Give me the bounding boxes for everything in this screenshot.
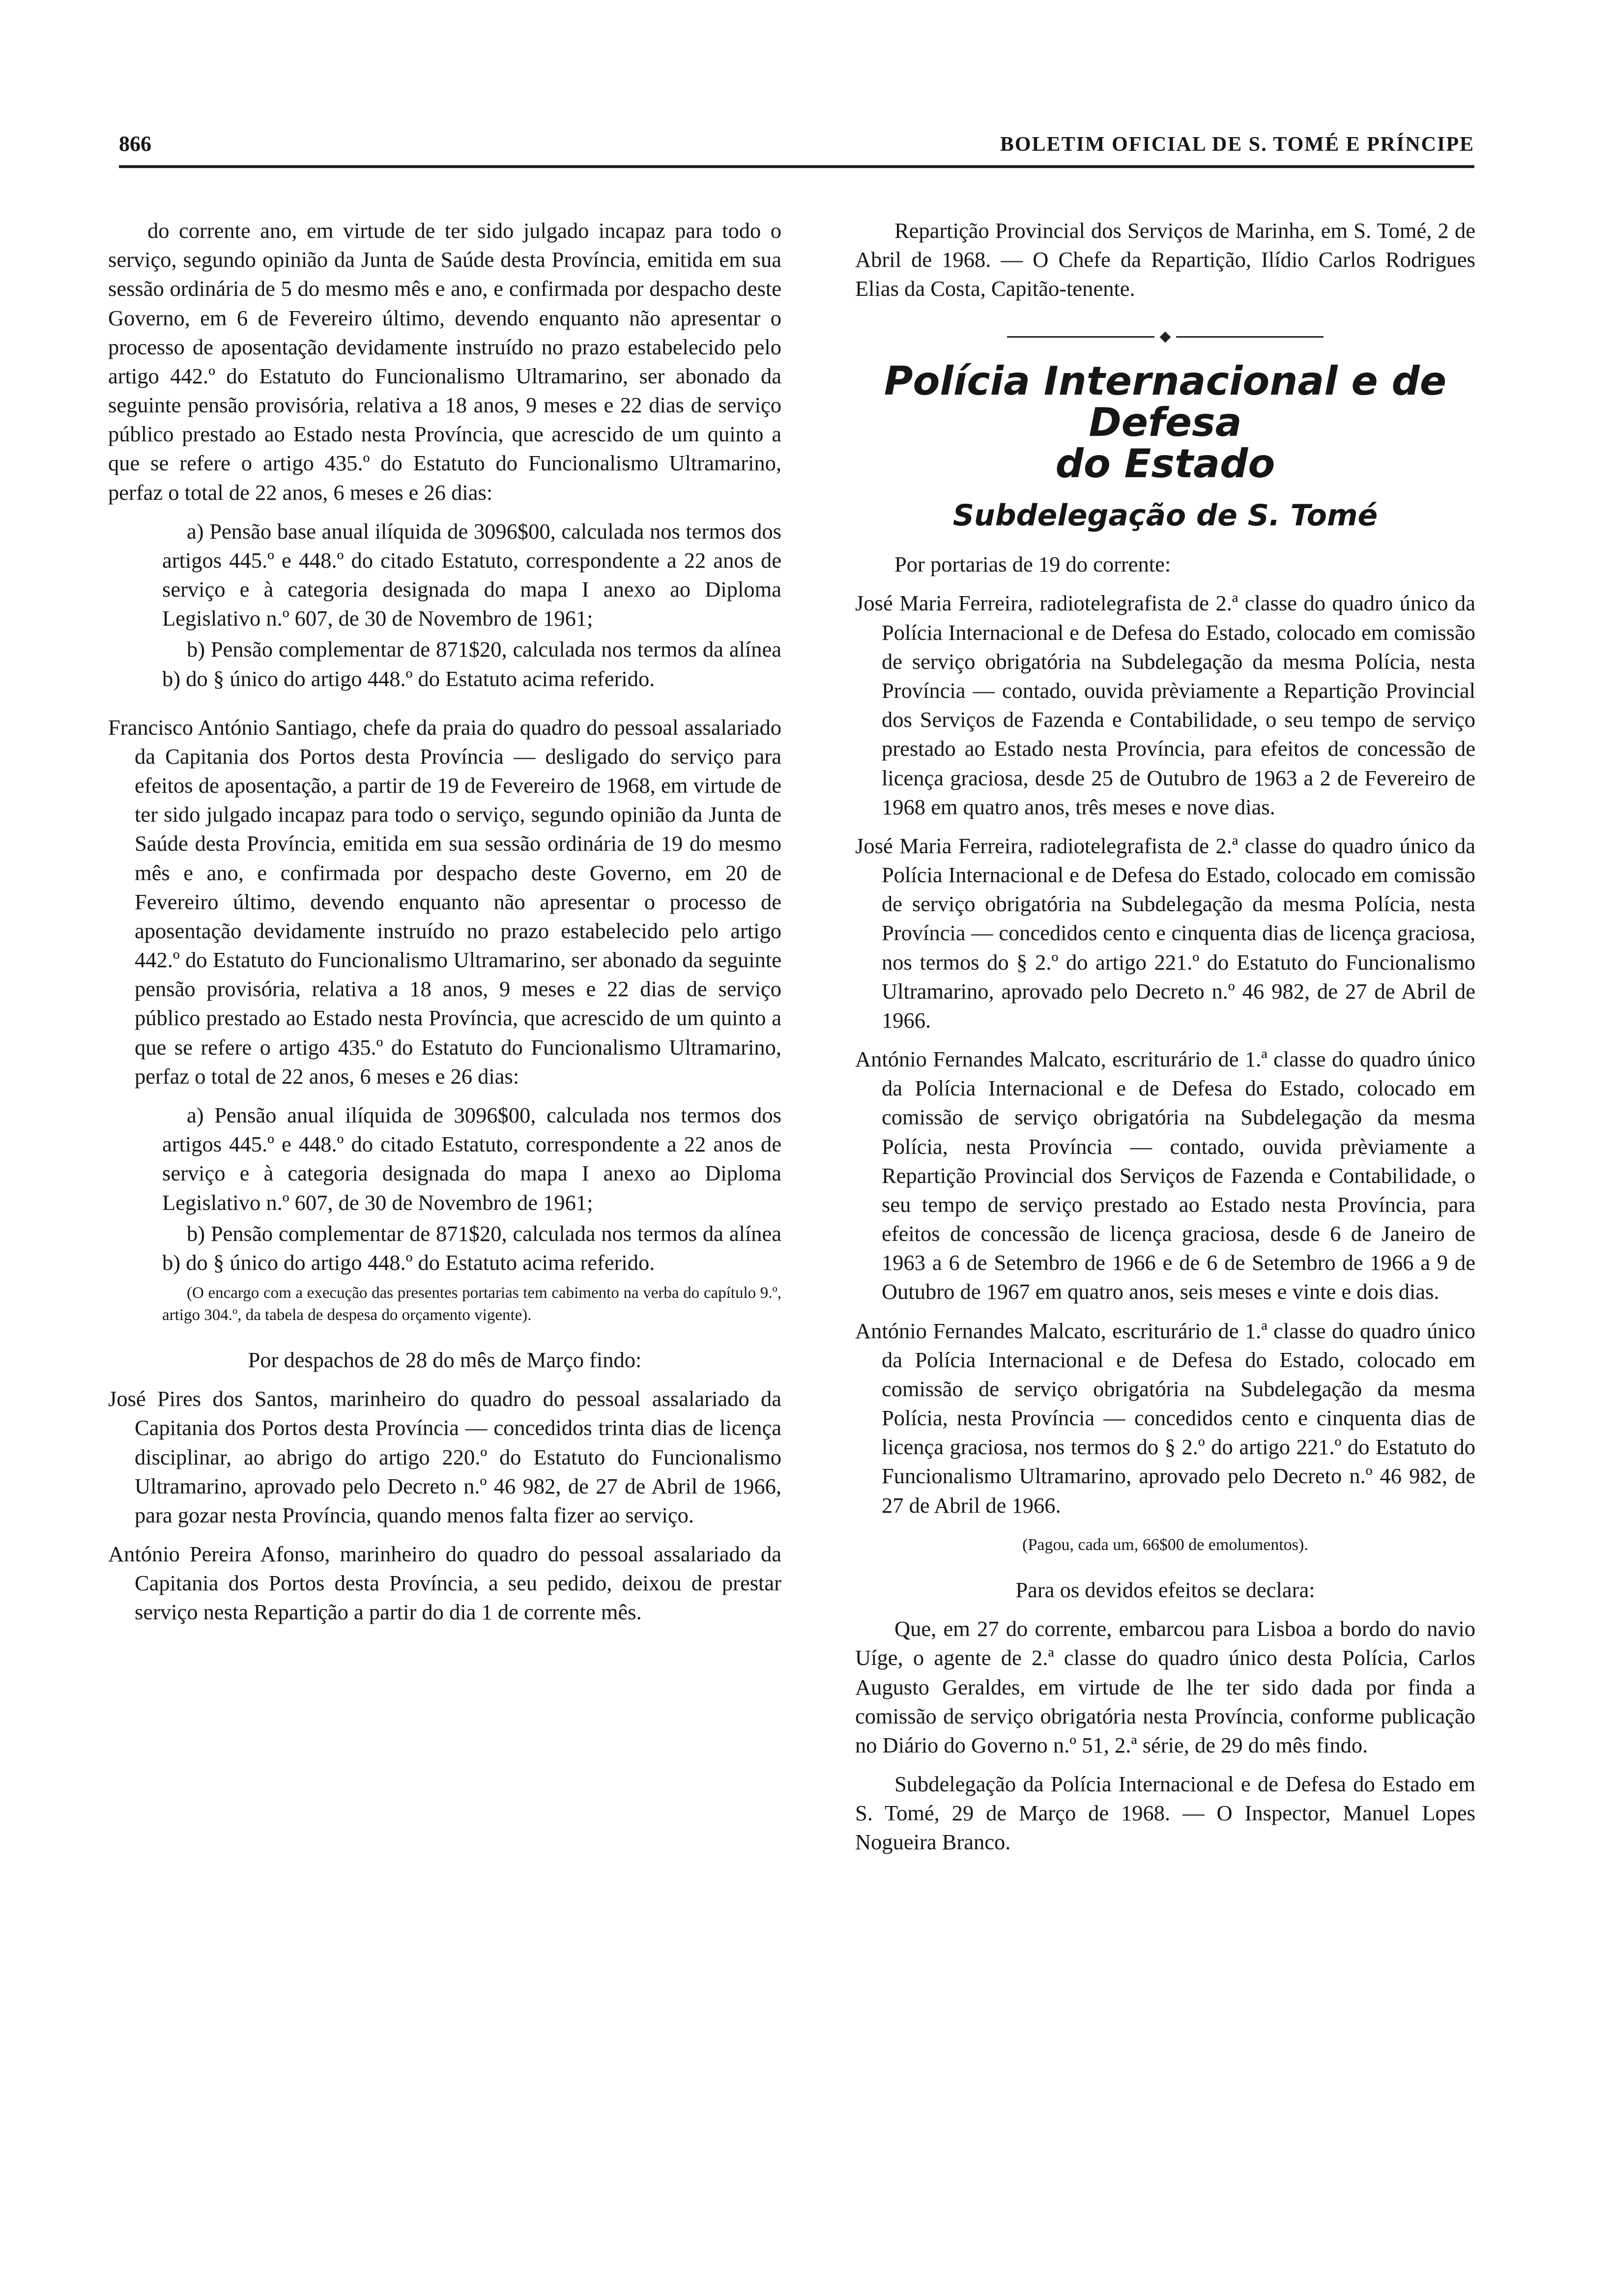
section-title-line-2: do Estado: [1055, 440, 1275, 487]
afonso-paragraph: António Pereira Afonso, marinheiro do quadro do pessoal assalariado da Capitania dos Portos desta Província, a seu pedido, deixou de prestar serviço nesta Repartição a partir do dia 1 de corrente mês.: [108, 1542, 781, 1625]
section-title: [855, 358, 1475, 487]
portarias-heading: Por portarias de 19 do corrente:: [894, 552, 1171, 577]
marinha-signature: Repartição Provincial dos Serviços de Marinha, em S. Tomé, 2 de Abril de 1968. — O Chefe da Repartição, Ilídio Carlos Rodrigues Elias da Costa, Capitão-tenente.: [855, 218, 1475, 301]
section-subtitle: Subdelegação de S. Tomé: [952, 498, 1378, 533]
santiago-paragraph: Francisco António Santiago, chefe da praia do quadro do pessoal assalariado da Capitania dos Portos desta Província — desligado do serviço para efeitos de aposentação, a partir de 19 de Fevereiro de 1968, em virtude de ter sido julgado incapaz para todo o serviço, segundo opinião da Junta de Saúde desta Província, emitida em sua sessão ordinária de 19 do mesmo mês e ano, e confirmada por despacho deste Governo, em 20 de Fevereiro último, devendo enquanto não apresentar o processo de aposentação devidamente instruído no prazo estabelecido pelo artigo 442.º do Estatuto do Funcionalismo Ultramarino, ser abonado da seguinte pensão provisória, relativa a 18 anos, 9 meses e 22 dias de serviço público prestado ao Estado nesta Província, que acrescido de um quinto a que se refere o artigo 435.º do Estatuto do Funcionalismo Ultramarino, perfaz o total de 22 anos, 6 meses e 26 dias:: [108, 715, 781, 1089]
pension-item-b: b) Pensão complementar de 871$20, calculada nos termos da alínea b) do § único do artigo 448.º do Estatuto acima referido.: [162, 637, 781, 691]
section-title-line-1: Polícia Internacional e de Defesa: [884, 358, 1447, 445]
inspector-signature: Subdelegação da Polícia Internacional e de Defesa do Estado em S. Tomé, 29 de Março de 1968. — O Inspector, Manuel Lopes Nogueira Branco.: [855, 1772, 1475, 1855]
ferreira-contagem-paragraph: José Maria Ferreira, radiotelegrafista de 2.ª classe do quadro único da Polícia Internacional e de Defesa do Estado, colocado em comissão de serviço obrigatória na Subdelegação da mesma Polícia, nesta Província — contado, ouvida prèviamente a Repartição Provincial dos Serviços de Fazenda e Contabilidade, o seu tempo de serviço prestado ao Estado nesta Província, para efeitos de concessão de licença graciosa, desde 25 de Outubro de 1963 a 2 de Fevereiro de 1968 em quatro anos, três meses e nove dias.: [855, 591, 1475, 819]
declara-heading: Para os devidos efeitos se declara:: [1015, 1578, 1315, 1603]
malcato-contagem-paragraph: António Fernandes Malcato, escriturário de 1.ª classe do quadro único da Polícia Internacional e de Defesa do Estado, colocado em comissão de serviço obrigatória na Subdelegação da mesma Polícia, nesta Província — contado, ouvida prèviamente a Repartição Provincial dos Serviços de Fazenda e Contabilidade, o seu tempo de serviço prestado ao Estado nesta Província, para efeitos de concessão de licença graciosa, desde 6 de Janeiro de 1963 a 6 de Setembro de 1966 e de 6 de Setembro de 1966 a 9 de Outubro de 1967 em quatro anos, seis meses e vinte e dois dias.: [855, 1047, 1475, 1304]
section-separator: [855, 333, 1475, 341]
expense-note: (O encargo com a execução das presentes portarias tem cabimento na verba do capítulo 9.º, artigo 304.º, da tabela de despesa do orçamento vigente).: [162, 1284, 781, 1324]
pires-paragraph: José Pires dos Santos, marinheiro do quadro do pessoal assalariado da Capitania dos Portos desta Província — concedidos trinta dias de licença disciplinar, ao abrigo do artigo 220.º do Estatuto do Funcionalismo Ultramarino, aprovado pelo Decreto n.º 46 982, de 27 de Abril de 1966, para gozar nesta Província, quando menos falta fizer ao serviço.: [108, 1386, 781, 1527]
header-rule: [119, 165, 1474, 168]
despachos-heading: Por despachos de 28 do mês de Março findo:: [248, 1348, 642, 1373]
ferreira-licenca-paragraph: José Maria Ferreira, radiotelegrafista de 2.ª classe do quadro único da Polícia Internacional e de Defesa do Estado, colocado em comissão de serviço obrigatória na Subdelegação da mesma Polícia, nesta Província — concedidos cento e cinquenta dias de licença graciosa, nos termos do § 2.º do artigo 221.º do Estatuto do Funcionalismo Ultramarino, aprovado pelo Decreto n.º 46 982, de 27 de Abril de 1966.: [855, 833, 1475, 1033]
malcato-licenca-paragraph: António Fernandes Malcato, escriturário de 1.ª classe do quadro único da Polícia Internacional e de Defesa do Estado, colocado em comissão de serviço obrigatória na Subdelegação da mesma Polícia, nesta Província — concedidos cento e cinquenta dias de licença graciosa, nos termos do § 2.º do artigo 221.º do Estatuto do Funcionalismo Ultramarino, aprovado pelo Decreto n.º 46 982, de 27 de Abril de 1966.: [855, 1318, 1475, 1518]
pension-item-a: a) Pensão base anual ilíquida de 3096$00, calculada nos termos dos artigos 445.º e 448.º do citado Estatuto, correspondente a 22 anos de serviço e à categoria designada do mapa I anexo ao Diploma Legislativo n.º 607, de 30 de Novembro de 1961;: [162, 518, 781, 631]
right-column: [855, 216, 1475, 1867]
page-number: 866: [119, 132, 151, 156]
emolumentos-note: (Pagou, cada um, 66$00 de emolumentos).: [1022, 1535, 1308, 1554]
santiago-item-b: b) Pensão complementar de 871$20, calculada nos termos da alínea b) do § único do artigo 448.º do Estatuto acima referido.: [162, 1221, 781, 1275]
embarque-paragraph: Que, em 27 do corrente, embarcou para Lisboa a bordo do navio Uíge, o agente de 2.ª classe do quadro único desta Polícia, Carlos Augusto Geraldes, em virtude de lhe ter sido dada por finda a comissão de serviço obrigatória nesta Província, conforme publicação no Diário do Governo n.º 51, 2.ª série, de 29 do mês findo.: [855, 1616, 1475, 1757]
santiago-item-a: a) Pensão anual ilíquida de 3096$00, calculada nos termos dos artigos 445.º e 448.º do citado Estatuto, correspondente a 22 anos de serviço e à categoria designada do mapa I anexo ao Diploma Legislativo n.º 607, de 30 de Novembro de 1961;: [162, 1102, 781, 1215]
page-header: [119, 112, 1474, 156]
publication-title: BOLETIM OFICIAL DE S. TOMÉ E PRÍNCIPE: [1000, 133, 1474, 156]
pension-paragraph: do corrente ano, em virtude de ter sido julgado incapaz para todo o serviço, segundo opinião da Junta de Saúde desta Província, emitida em sua sessão ordinária de 5 do mesmo mês e ano, e confirmada por despacho deste Governo, em 6 de Fevereiro último, devendo enquanto não apresentar o processo de aposentação devidamente instruído no prazo estabelecido pelo artigo 442.º do Estatuto do Funcionalismo Ultramarino, ser abonado da seguinte pensão provisória, relativa a 18 anos, 9 meses e 22 dias de serviço público prestado ao Estado nesta Província, que acrescido de um quinto a que se refere o artigo 435.º do Estatuto do Funcionalismo Ultramarino, perfaz o total de 22 anos, 6 meses e 26 dias:: [108, 218, 781, 505]
left-column: [108, 216, 781, 1637]
